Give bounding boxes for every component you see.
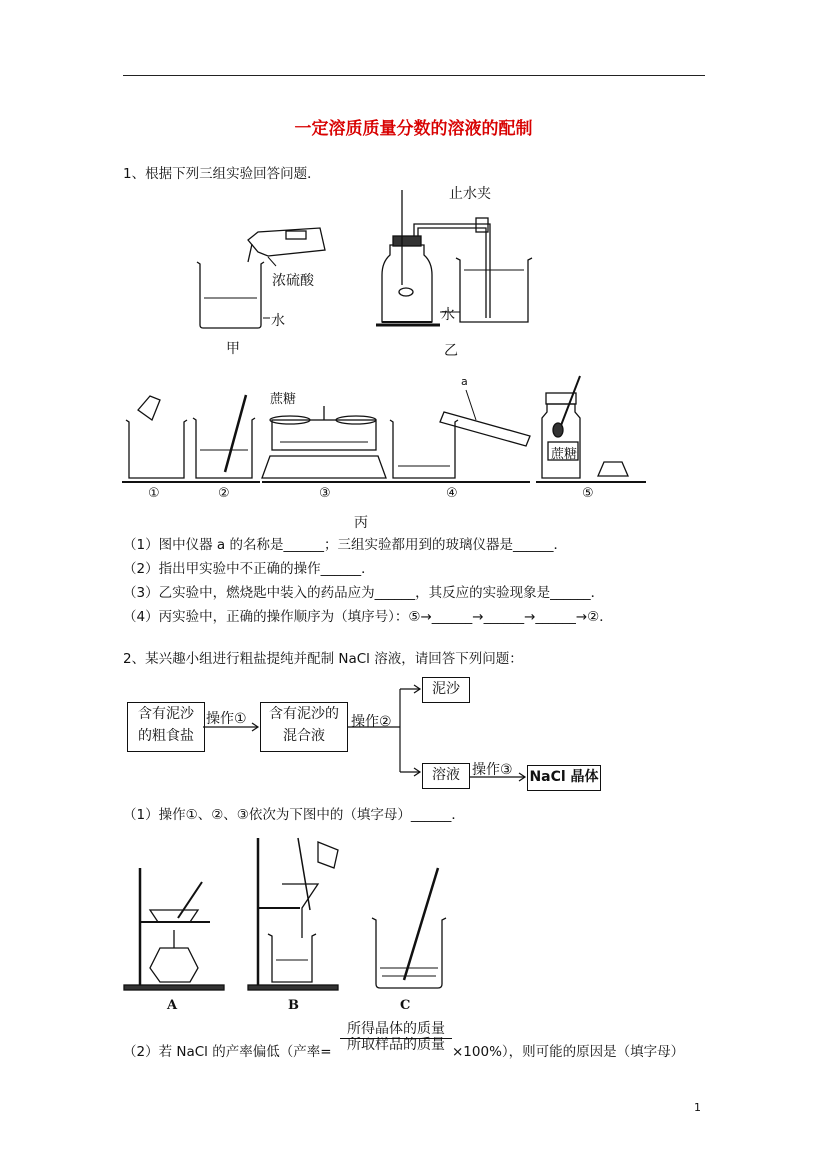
label-water-b: 水 <box>441 307 455 323</box>
q1-sub-3: （3）乙实验中，燃烧匙中装入的药品应为______，其反应的实验现象是______． <box>123 585 605 601</box>
label-yi: 乙 <box>444 343 458 359</box>
beaker-2 <box>190 395 260 482</box>
page-number: 1 <box>694 1101 701 1114</box>
q1-sub-2: （2）指出甲实验中不正确的操作______． <box>123 561 375 577</box>
label-n1: ① <box>148 486 160 501</box>
label-jia: 甲 <box>226 341 240 357</box>
flow-op3: 操作③ <box>472 762 513 778</box>
q2-sub-2-suffix: ×100%），则可能的原因是（填字母） <box>452 1044 685 1060</box>
label-sucrose-2: 蔗糖 <box>551 447 578 462</box>
label-water-clamp: 止水夹 <box>449 186 491 202</box>
flow-box-mixture-line1: 含有泥沙的 <box>269 706 339 722</box>
acid-bottle <box>248 228 325 266</box>
label-bing: 丙 <box>354 515 368 531</box>
flow-box-crude-salt-line2: 的粗食盐 <box>138 728 194 744</box>
flow-box-mud: 泥沙 <box>422 677 470 703</box>
caption-C: C <box>400 998 411 1013</box>
flow-box-mixture-line2: 混合液 <box>283 728 325 744</box>
label-n4: ④ <box>446 486 458 501</box>
apparatus-C <box>372 868 446 988</box>
q1-sub-1: （1）图中仪器 a 的名称是______；三组实验都用到的玻璃仪器是______． <box>123 537 567 553</box>
flow-box-solution: 溶液 <box>422 763 470 789</box>
q1-stem: 1、根据下列三组实验回答问题． <box>123 166 321 182</box>
q1-sub-4: （4）丙实验中，正确的操作顺序为（填序号）：⑤→______→______→______→②． <box>123 609 613 625</box>
q2-sub-2-prefix: （2）若 NaCl 的产率偏低（产率= <box>123 1044 332 1060</box>
label-n5: ⑤ <box>582 486 594 501</box>
caption-B: B <box>288 998 299 1013</box>
fraction-denominator: 所取样品的质量 <box>347 1037 445 1053</box>
flow-box-mixture <box>260 702 348 752</box>
flow-op2: 操作② <box>351 714 392 730</box>
page-title: 一定溶质质量分数的溶液的配制 <box>294 119 533 139</box>
apparatus-B <box>248 838 338 990</box>
flow-box-crystal: NaCl 晶体 <box>527 765 601 791</box>
flow-box-crude-salt <box>127 702 205 752</box>
beaker-4 <box>386 390 530 482</box>
fraction-numerator: 所得晶体的质量 <box>347 1021 445 1037</box>
q2-sub-1: （1）操作①、②、③依次为下图中的（填字母）______． <box>123 807 465 823</box>
label-sucrose-1: 蔗糖 <box>270 392 297 407</box>
flow-box-crude-salt-line1: 含有泥沙 <box>138 706 194 722</box>
label-n2: ② <box>218 486 230 501</box>
beaker-jia <box>197 262 264 328</box>
label-water-a: 水 <box>271 313 285 329</box>
flow-op1: 操作① <box>206 711 247 727</box>
label-conc-acid: 浓硫酸 <box>272 273 314 289</box>
caption-A: A <box>167 998 178 1013</box>
label-a: a <box>461 375 468 388</box>
balance-3 <box>262 406 386 482</box>
sugar-jar-5 <box>536 376 646 482</box>
apparatus-A <box>124 868 224 990</box>
label-n3: ③ <box>319 486 331 501</box>
beaker-1 <box>122 396 192 482</box>
q2-stem: 2、某兴趣小组进行粗盐提纯并配制 NaCl 溶液，请回答下列问题： <box>123 651 523 667</box>
